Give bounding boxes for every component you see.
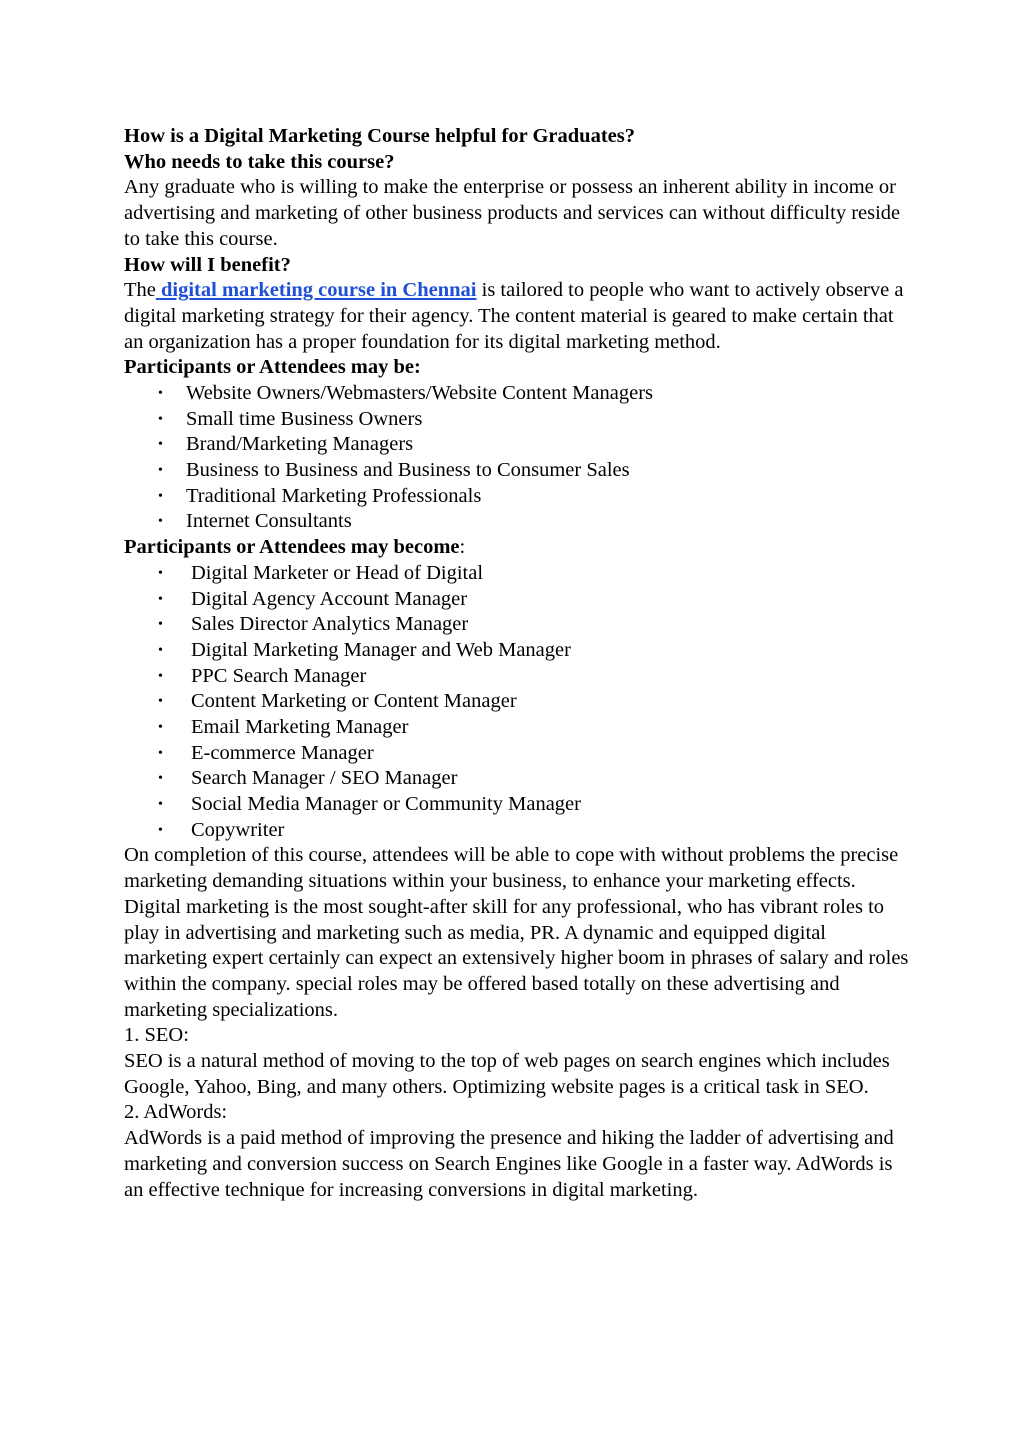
- list-item: [124, 432, 914, 458]
- how-benefit-heading: How will I benefit?: [124, 253, 291, 276]
- list-item: [124, 509, 914, 535]
- bullet-icon: •: [158, 591, 163, 607]
- adwords-heading: 2. AdWords:: [124, 1101, 228, 1124]
- digital-marketing-paragraph: Digital marketing is the most sought-after skill for any professional, who has vibrant roles to play in advertising and marketing such as media, PR. A dynamic and equipped digital marketing expert certainly can expect an extensively higher boom in phrases of salary and roles within the company. special roles may be offered based totally on these advertising and marketing specializations.: [124, 895, 909, 1021]
- list-item: [124, 458, 914, 484]
- course-link-text[interactable]: digital marketing course in Chennai: [161, 279, 477, 302]
- list-item: [124, 612, 914, 638]
- list-item: [124, 689, 914, 715]
- list-item: [124, 484, 914, 510]
- list-item: [124, 766, 914, 792]
- list-item: [124, 664, 914, 690]
- may-become-colon: :: [459, 536, 466, 559]
- list-item: [124, 587, 914, 613]
- bullet-icon: •: [158, 822, 163, 838]
- list-item-text: Content Marketing or Content Manager: [191, 690, 517, 713]
- bullet-icon: •: [158, 719, 163, 735]
- list-item-text: Small time Business Owners: [186, 407, 423, 430]
- who-needs-heading: Who needs to take this course?: [124, 150, 395, 173]
- list-item-text: Sales Director Analytics Manager: [191, 613, 469, 636]
- bullet-icon: •: [158, 514, 163, 530]
- may-become-list: [124, 561, 914, 844]
- list-item: [124, 715, 914, 741]
- bullet-icon: •: [158, 745, 163, 761]
- list-item: [124, 741, 914, 767]
- bullet-icon: •: [158, 771, 163, 787]
- list-item: [124, 792, 914, 818]
- seo-heading: 1. SEO:: [124, 1024, 189, 1047]
- bullet-icon: •: [158, 411, 163, 427]
- list-item-text: Digital Marketer or Head of Digital: [191, 561, 484, 584]
- may-become-heading: [124, 535, 914, 561]
- bullet-icon: •: [158, 565, 163, 581]
- benefit-prefix: The: [124, 279, 156, 302]
- list-item-text: Digital Marketing Manager and Web Manager: [191, 638, 571, 661]
- list-item-text: Copywriter: [191, 818, 285, 841]
- list-item: [124, 561, 914, 587]
- who-needs-paragraph: Any graduate who is willing to make the enterprise or possess an inherent ability in income or advertising and marketing of other business products and services can without difficulty reside to take this course.: [124, 176, 901, 250]
- document-page: [124, 124, 914, 1203]
- list-item-text: Business to Business and Business to Consumer Sales: [186, 459, 630, 482]
- benefit-paragraph: [124, 278, 914, 355]
- bullet-icon: •: [158, 488, 163, 504]
- list-item: [124, 381, 914, 407]
- list-item-text: Search Manager / SEO Manager: [191, 767, 458, 790]
- list-item-text: PPC Search Manager: [191, 664, 367, 687]
- list-item-text: Website Owners/Webmasters/Website Content Managers: [186, 382, 653, 405]
- document-title: How is a Digital Marketing Course helpful for Graduates?: [124, 125, 635, 147]
- adwords-paragraph: AdWords is a paid method of improving the presence and hiking the ladder of advertising and marketing and conversion success on Search Engines like Google in a faster way. AdWords is an effective technique for increasing conversions in digital marketing.: [124, 1127, 894, 1201]
- course-link[interactable]: [156, 279, 477, 301]
- list-item-text: Internet Consultants: [186, 510, 352, 533]
- bullet-icon: •: [158, 386, 163, 402]
- benefit-suffix: is tailored to people who want to actively observe a digital marketing strategy for their agency. The content material is geared to make certain that an organization has a proper foundation for its digital marketing method.: [124, 279, 904, 353]
- bullet-icon: •: [158, 668, 163, 684]
- list-item-text: Brand/Marketing Managers: [186, 433, 414, 456]
- list-item: [124, 407, 914, 433]
- may-be-heading: Participants or Attendees may be:: [124, 356, 421, 379]
- list-item-text: E-commerce Manager: [191, 741, 374, 764]
- bullet-icon: •: [158, 797, 163, 813]
- may-be-list: [124, 381, 914, 535]
- may-become-heading-text: Participants or Attendees may become: [124, 536, 460, 559]
- list-item-text: Social Media Manager or Community Manager: [191, 793, 581, 816]
- bullet-icon: •: [158, 617, 163, 633]
- list-item-text: Traditional Marketing Professionals: [186, 484, 482, 507]
- bullet-icon: •: [158, 463, 163, 479]
- bullet-icon: •: [158, 642, 163, 658]
- bullet-icon: •: [158, 694, 163, 710]
- list-item: [124, 818, 914, 844]
- list-item-text: Digital Agency Account Manager: [191, 587, 468, 610]
- bullet-icon: •: [158, 437, 163, 453]
- completion-paragraph: On completion of this course, attendees will be able to cope with without problems the precise marketing demanding situations within your business, to enhance your marketing effects.: [124, 844, 899, 893]
- seo-paragraph: SEO is a natural method of moving to the top of web pages on search engines which includes Google, Yahoo, Bing, and many others. Optimizing website pages is a critical task in SEO.: [124, 1050, 890, 1098]
- list-item: [124, 638, 914, 664]
- list-item-text: Email Marketing Manager: [191, 715, 409, 738]
